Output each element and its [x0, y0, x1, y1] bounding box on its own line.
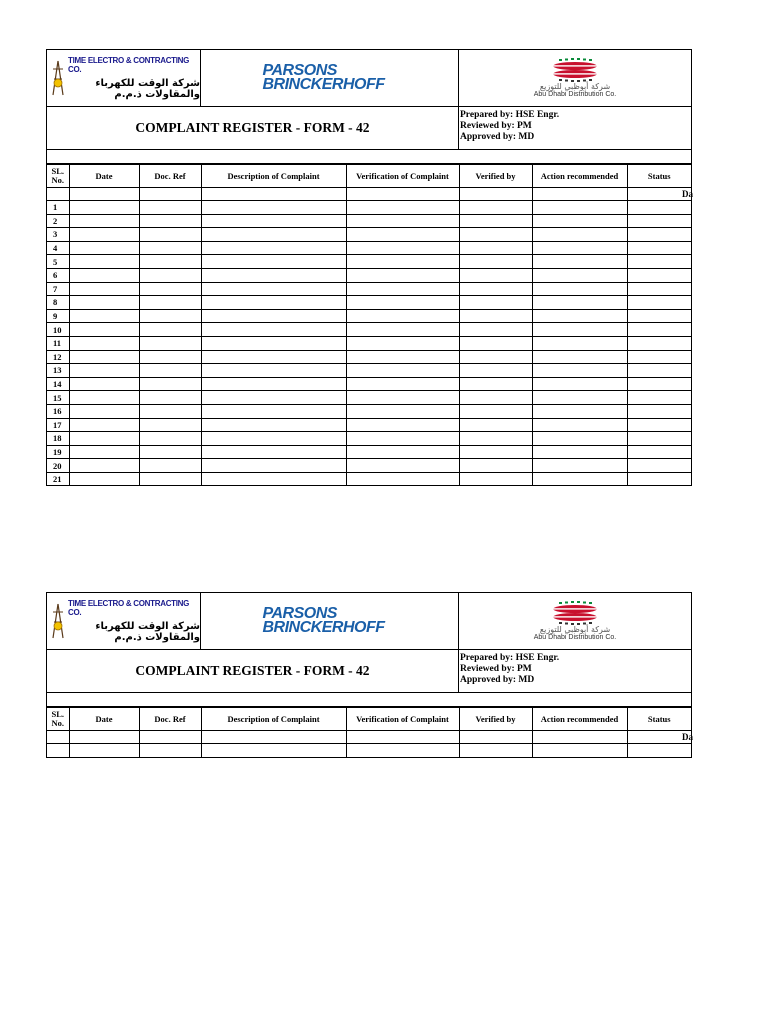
table-row	[47, 432, 691, 446]
row-number: 15	[47, 391, 69, 405]
adda-emblem-icon	[539, 601, 611, 625]
parsons-brinckerhoff-logo	[201, 593, 459, 649]
row-number: 12	[47, 350, 69, 364]
adda-english: Abu Dhabi Distribution Co.	[533, 633, 617, 641]
table-row	[47, 744, 691, 758]
row-number: 21	[47, 472, 69, 486]
table-row	[47, 377, 691, 391]
col-status: Status	[627, 165, 691, 188]
brinckerhoff-text: BRINCKERHOFF	[262, 619, 385, 636]
table-row	[47, 228, 691, 242]
row-number: 20	[47, 459, 69, 473]
prepared-by: Prepared by: HSE Engr.	[460, 110, 560, 120]
approved-by: Approved by: MD	[460, 132, 535, 142]
complaint-table	[47, 164, 691, 486]
table-row	[47, 241, 691, 255]
col-verification: Verification of Complaint	[346, 708, 459, 731]
table-row	[47, 336, 691, 350]
row-number: 17	[47, 418, 69, 432]
time-logo-arabic: شركة الوقت للكهرباء والمقاولات ذ.م.م	[95, 78, 200, 100]
col-action-recommended: Action recommended	[532, 165, 627, 188]
table-row	[47, 364, 691, 378]
col-doc-ref: Doc. Ref	[139, 708, 201, 731]
table-row	[47, 459, 691, 473]
form-title: COMPLAINT REGISTER - FORM - 42	[47, 650, 459, 692]
row-number: 14	[47, 377, 69, 391]
status-date-subheader: Da	[682, 189, 693, 199]
power-tower-icon	[51, 602, 65, 640]
table-row	[47, 255, 691, 269]
status-date-subheader: Da	[682, 732, 693, 742]
table-row	[47, 268, 691, 282]
row-number: 2	[47, 214, 69, 228]
complaint-form-2	[46, 592, 692, 758]
title-row	[47, 650, 691, 693]
time-electro-logo	[47, 593, 201, 649]
title-row	[47, 107, 691, 150]
row-number: 19	[47, 445, 69, 459]
table-row	[47, 731, 691, 744]
table-row	[47, 309, 691, 323]
col-doc-ref: Doc. Ref	[139, 165, 201, 188]
logo-header	[47, 49, 691, 107]
time-electro-logo	[47, 50, 201, 106]
spacer-row	[47, 150, 691, 164]
brinckerhoff-text: BRINCKERHOFF	[262, 76, 385, 93]
approval-block	[459, 107, 691, 149]
row-number: 9	[47, 309, 69, 323]
row-number: 10	[47, 323, 69, 337]
time-logo-english: TIME ELECTRO & CONTRACTING CO.	[68, 56, 190, 74]
table-row	[47, 418, 691, 432]
table-row	[47, 282, 691, 296]
table-row	[47, 201, 691, 215]
parsons-brinckerhoff-logo	[201, 50, 459, 106]
complaint-table	[47, 707, 691, 758]
adda-emblem-icon	[539, 58, 611, 82]
col-description: Description of Complaint	[201, 165, 346, 188]
adda-arabic: شركة أبوظبي للتوزيع	[539, 624, 611, 634]
logo-header	[47, 592, 691, 650]
adda-english: Abu Dhabi Distribution Co.	[533, 90, 617, 98]
approval-block	[459, 650, 691, 692]
row-number: 16	[47, 404, 69, 418]
parsons-text: PARSONS	[262, 62, 337, 79]
col-sl-no: SL. No.	[47, 708, 69, 731]
col-status: Status	[627, 708, 691, 731]
table-row	[47, 323, 691, 337]
adda-arabic: شركة أبوظبي للتوزيع	[539, 81, 611, 91]
table-row	[47, 296, 691, 310]
col-sl-no: SL. No.	[47, 165, 69, 188]
spacer-row	[47, 693, 691, 707]
table-row	[47, 391, 691, 405]
row-number: 4	[47, 241, 69, 255]
row-number: 6	[47, 268, 69, 282]
table-row	[47, 350, 691, 364]
parsons-text: PARSONS	[262, 605, 337, 622]
row-number: 1	[47, 201, 69, 215]
complaint-form-1	[46, 49, 692, 486]
prepared-by: Prepared by: HSE Engr.	[460, 653, 560, 663]
table-row	[47, 188, 691, 201]
col-description: Description of Complaint	[201, 708, 346, 731]
table-row	[47, 445, 691, 459]
table-row	[47, 404, 691, 418]
reviewed-by: Reviewed by: PM	[460, 664, 532, 674]
row-number: 7	[47, 282, 69, 296]
row-number: 3	[47, 228, 69, 242]
adda-logo	[459, 50, 691, 106]
col-action-recommended: Action recommended	[532, 708, 627, 731]
col-verification: Verification of Complaint	[346, 165, 459, 188]
row-number: 18	[47, 432, 69, 446]
form-title: COMPLAINT REGISTER - FORM - 42	[47, 107, 459, 149]
table-row	[47, 214, 691, 228]
power-tower-icon	[51, 59, 65, 97]
row-number: 5	[47, 255, 69, 269]
time-logo-arabic: شركة الوقت للكهرباء والمقاولات ذ.م.م	[95, 621, 200, 643]
col-date: Date	[69, 165, 139, 188]
row-number: 11	[47, 336, 69, 350]
row-number: 8	[47, 296, 69, 310]
table-row	[47, 472, 691, 486]
col-date: Date	[69, 708, 139, 731]
time-logo-english: TIME ELECTRO & CONTRACTING CO.	[68, 599, 190, 617]
col-verified-by: Verified by	[459, 708, 532, 731]
table-header-row	[47, 165, 691, 188]
adda-logo	[459, 593, 691, 649]
col-verified-by: Verified by	[459, 165, 532, 188]
table-header-row	[47, 708, 691, 731]
row-number: 13	[47, 364, 69, 378]
approved-by: Approved by: MD	[460, 675, 535, 685]
reviewed-by: Reviewed by: PM	[460, 121, 532, 131]
